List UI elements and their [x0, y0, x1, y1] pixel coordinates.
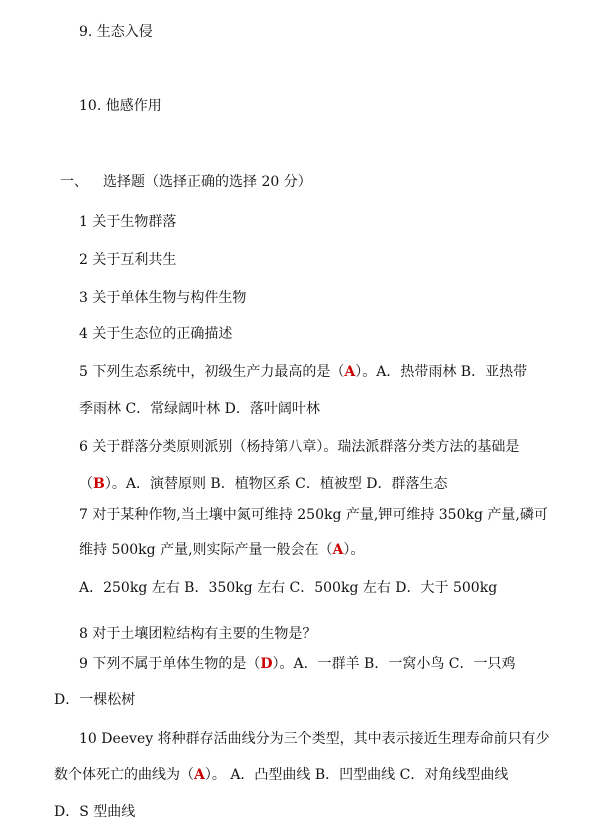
- question-9: [79, 654, 516, 674]
- question-6-paren: （: [79, 476, 93, 492]
- question-6-cont: [79, 474, 448, 494]
- question-5: [79, 362, 527, 382]
- question-7: 7 对于某种作物,当土壤中氮可维持 250kg 产量,钾可维持 350kg 产量,磷可: [79, 507, 548, 523]
- question-10-answer: A: [194, 767, 205, 783]
- question-7-stem: 维持 500kg 产量,则实际产量一般会在（: [79, 542, 333, 558]
- question-5-stem: 5 下列生态系统中，初级生产力最高的是（: [79, 364, 345, 380]
- question-10-cont: [54, 765, 508, 785]
- question-6: 6 关于群落分类原则派别（杨持第八章）。瑞法派群落分类方法的基础是: [79, 439, 520, 455]
- question-9-options-cont: D．一棵松树: [54, 692, 136, 708]
- question-8: 8 对于土壤团粒结构有主要的生物是？: [79, 626, 317, 642]
- question-6-options: ）。A．演替原则 B．植物区系 C．植被型 D．群落生态: [104, 476, 448, 492]
- item-10-allelopathy: 10. 他感作用: [79, 98, 162, 114]
- question-5-answer: A: [344, 364, 356, 380]
- question-9-stem: 9 下列不属于单体生物的是（: [79, 656, 261, 672]
- section-title: 选择题（选择正确的选择 20 分）: [103, 174, 312, 190]
- question-3: 3 关于单体生物与构件生物: [79, 290, 247, 306]
- question-7-close: ）。: [343, 542, 365, 558]
- question-2: 2 关于互利共生: [79, 252, 177, 268]
- question-9-options: ）。A．一群羊 B．一窝小鸟 C．一只鸡: [272, 656, 516, 672]
- question-10: 10 Deevey 将种群存活曲线分为三个类型，其中表示接近生理寿命前只有少: [79, 731, 550, 747]
- question-7-answer: A: [332, 542, 344, 558]
- section-number: 一、: [60, 174, 88, 190]
- question-5-options: ）。A．热带雨林 B．亚热带: [355, 364, 528, 380]
- question-10-options-cont: D．S 型曲线: [54, 804, 136, 820]
- question-7-options: A．250kg 左右 B．350kg 左右 C．500kg 左右 D．大于 500kg: [79, 580, 498, 596]
- question-5-options-cont: 季雨林 C．常绿阔叶林 D．落叶阔叶林: [79, 401, 320, 417]
- question-10-options: ）。 A．凸型曲线 B．凹型曲线 C．对角线型曲线: [204, 767, 509, 783]
- question-4: 4 关于生态位的正确描述: [79, 326, 233, 342]
- question-6-answer: B: [93, 476, 105, 492]
- item-9-ecological-invasion: 9. 生态入侵: [79, 24, 153, 40]
- question-10-stem: 数个体死亡的曲线为（: [54, 767, 194, 783]
- question-9-answer: D: [260, 656, 273, 672]
- question-1: 1 关于生物群落: [79, 214, 177, 230]
- question-7-cont: [79, 540, 364, 560]
